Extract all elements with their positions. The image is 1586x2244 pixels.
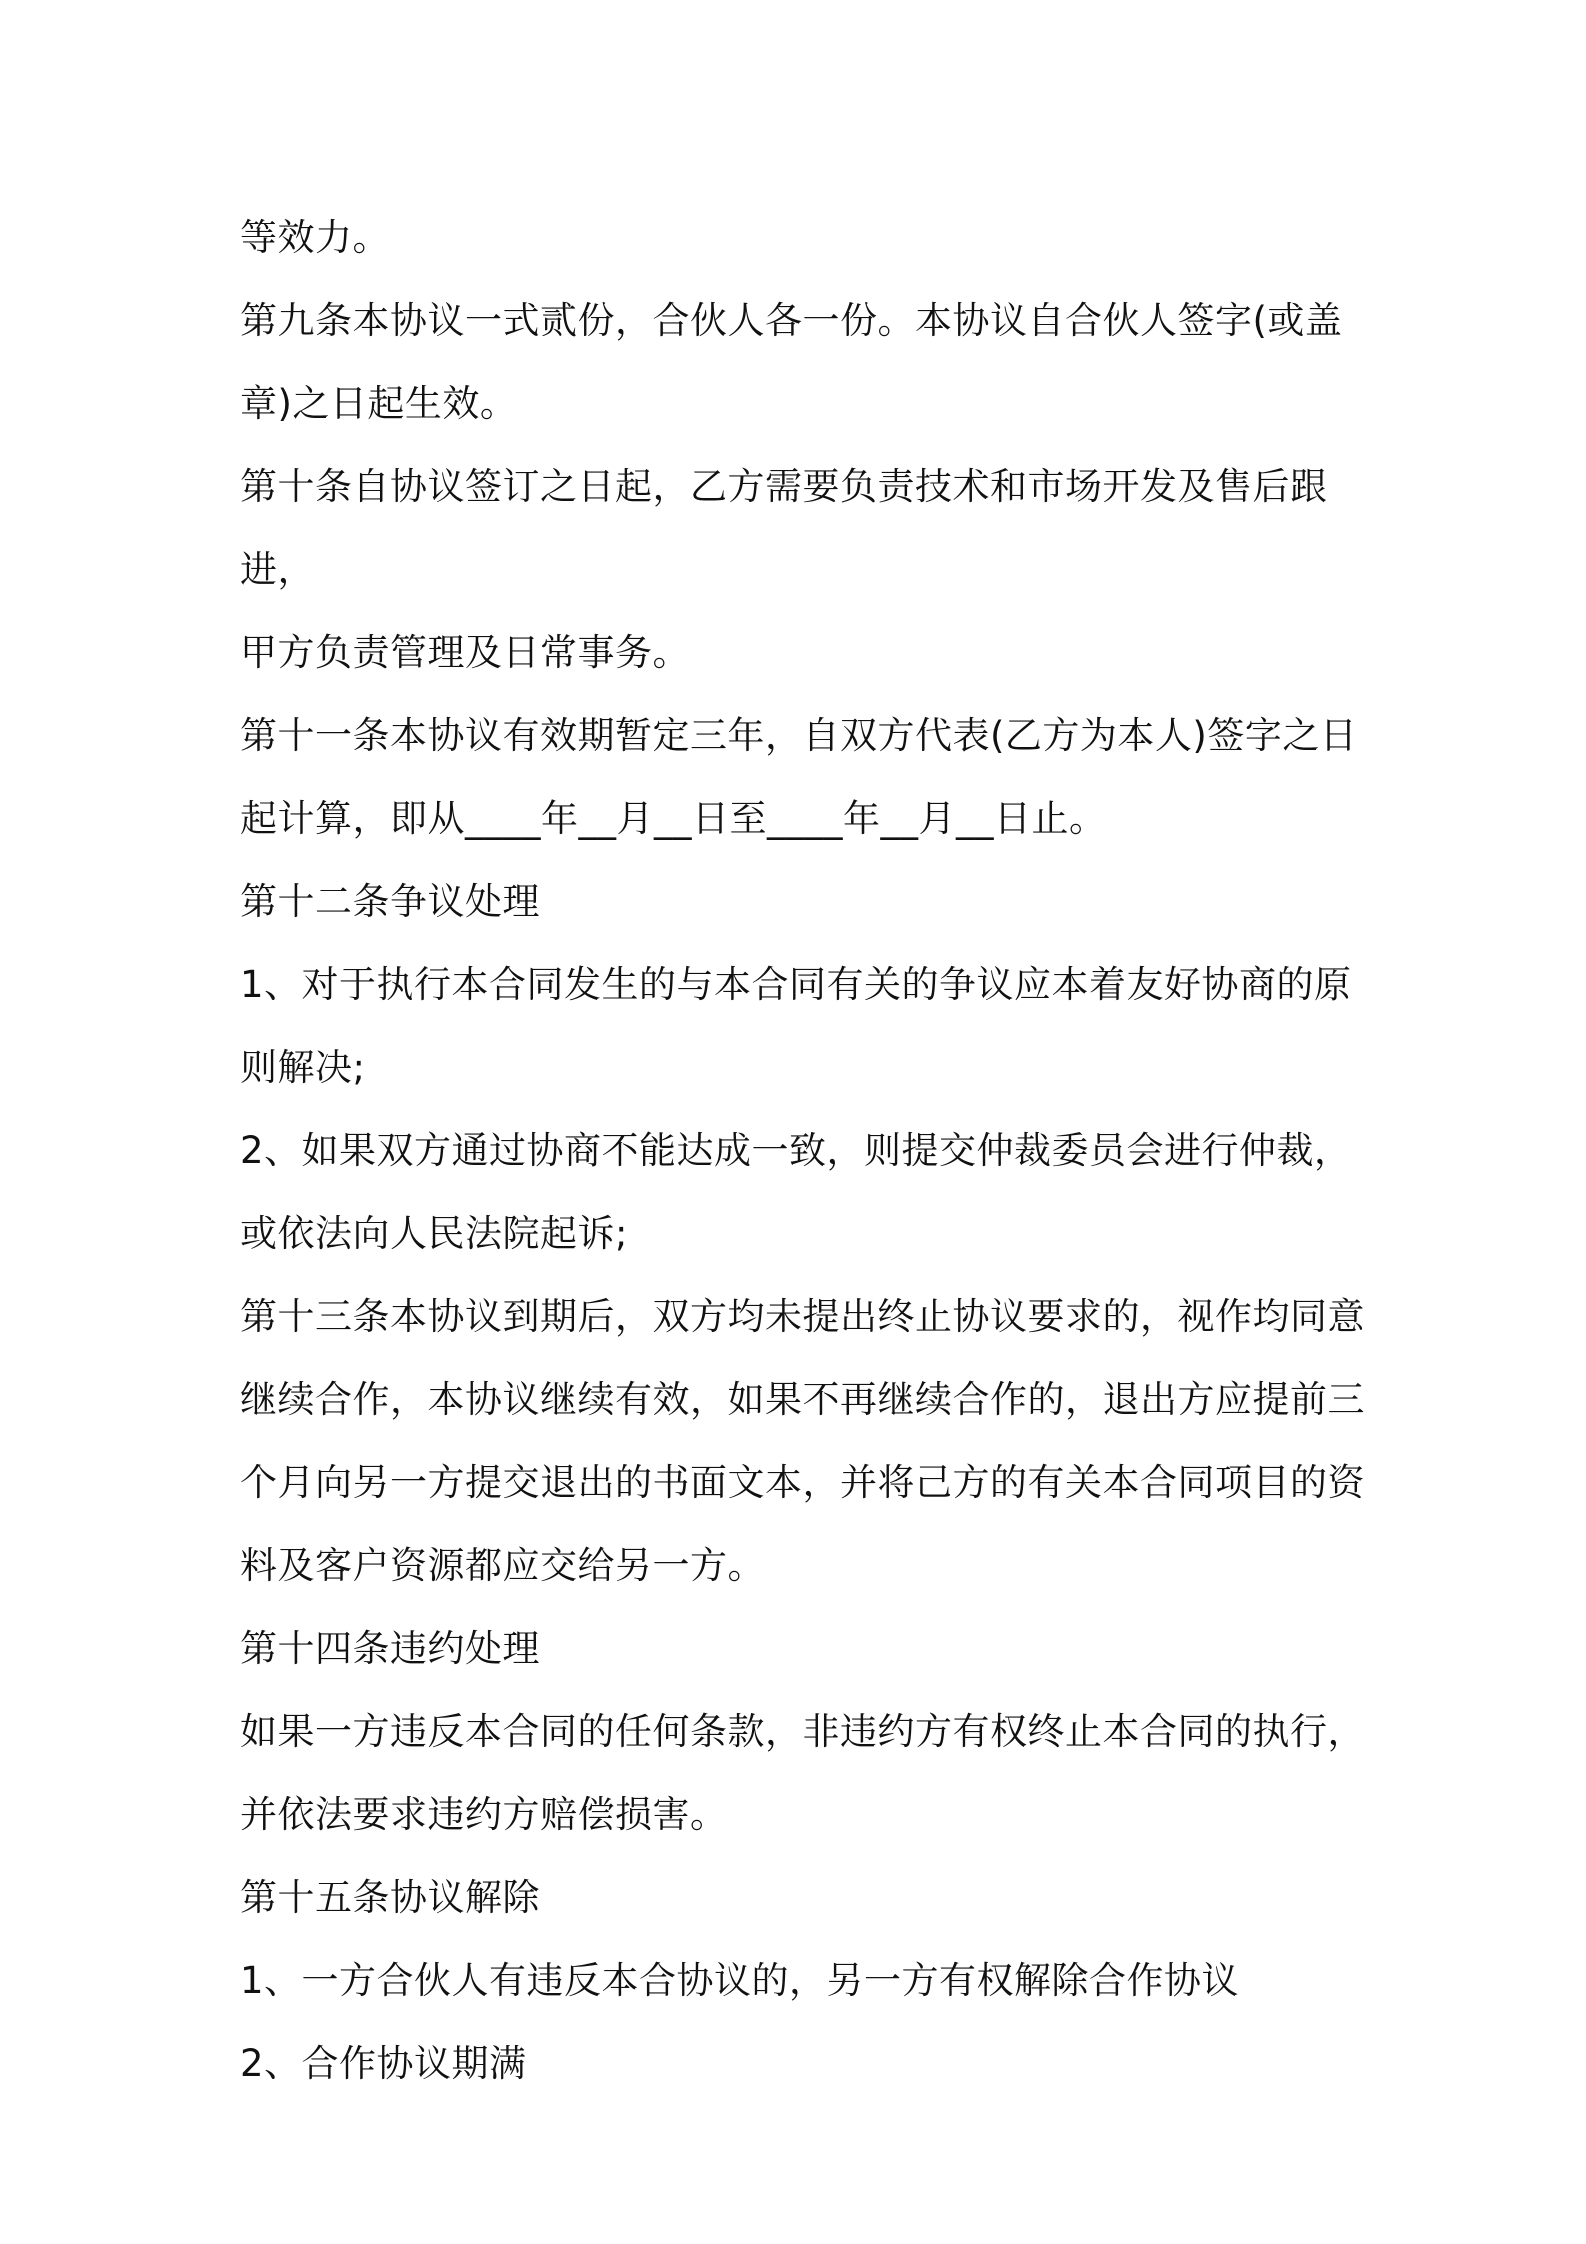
text-line: 第十一条本协议有效期暂定三年，自双方代表(乙方为本人)签字之日	[240, 714, 1358, 757]
text-line: 则解决;	[240, 1046, 366, 1089]
text-line: 第十三条本协议到期后，双方均未提出终止协议要求的，视作均同意	[240, 1295, 1365, 1338]
text-line: 个月向另一方提交退出的书面文本，并将己方的有关本合同项目的资	[240, 1461, 1365, 1504]
section-heading: 第十五条协议解除	[240, 1876, 540, 1919]
document-body	[240, 196, 1370, 2105]
text-line: 或依法向人民法院起诉;	[240, 1212, 628, 1255]
text-line: 甲方负责管理及日常事务。	[240, 631, 690, 674]
text-line: 继续合作，本协议继续有效，如果不再继续合作的，退出方应提前三	[240, 1378, 1365, 1421]
section-heading: 第十二条争议处理	[240, 880, 540, 923]
text-line: 章)之日起生效。	[240, 382, 518, 425]
text-line: 1、对于执行本合同发生的与本合同有关的争议应本着友好协商的原	[240, 963, 1352, 1006]
text-line: 第十条自协议签订之日起，乙方需要负责技术和市场开发及售后跟进，	[240, 465, 1328, 591]
text-line: 如果一方违反本合同的任何条款，非违约方有权终止本合同的执行，	[240, 1710, 1365, 1753]
text-line: 起计算，即从____年__月__日至____年__月__日止。	[240, 797, 1107, 840]
text-line: 1、一方合伙人有违反本合协议的，另一方有权解除合作协议	[240, 1959, 1240, 2002]
text-line: 料及客户资源都应交给另一方。	[240, 1544, 765, 1587]
text-line: 并依法要求违约方赔偿损害。	[240, 1793, 728, 1836]
section-heading: 第十四条违约处理	[240, 1627, 540, 1670]
text-line: 第九条本协议一式贰份，合伙人各一份。本协议自合伙人签字(或盖	[240, 299, 1343, 342]
text-line: 2、如果双方通过协商不能达成一致，则提交仲裁委员会进行仲裁，	[240, 1129, 1352, 1172]
text-line: 等效力。	[240, 216, 390, 259]
text-line: 2、合作协议期满	[240, 2042, 527, 2085]
